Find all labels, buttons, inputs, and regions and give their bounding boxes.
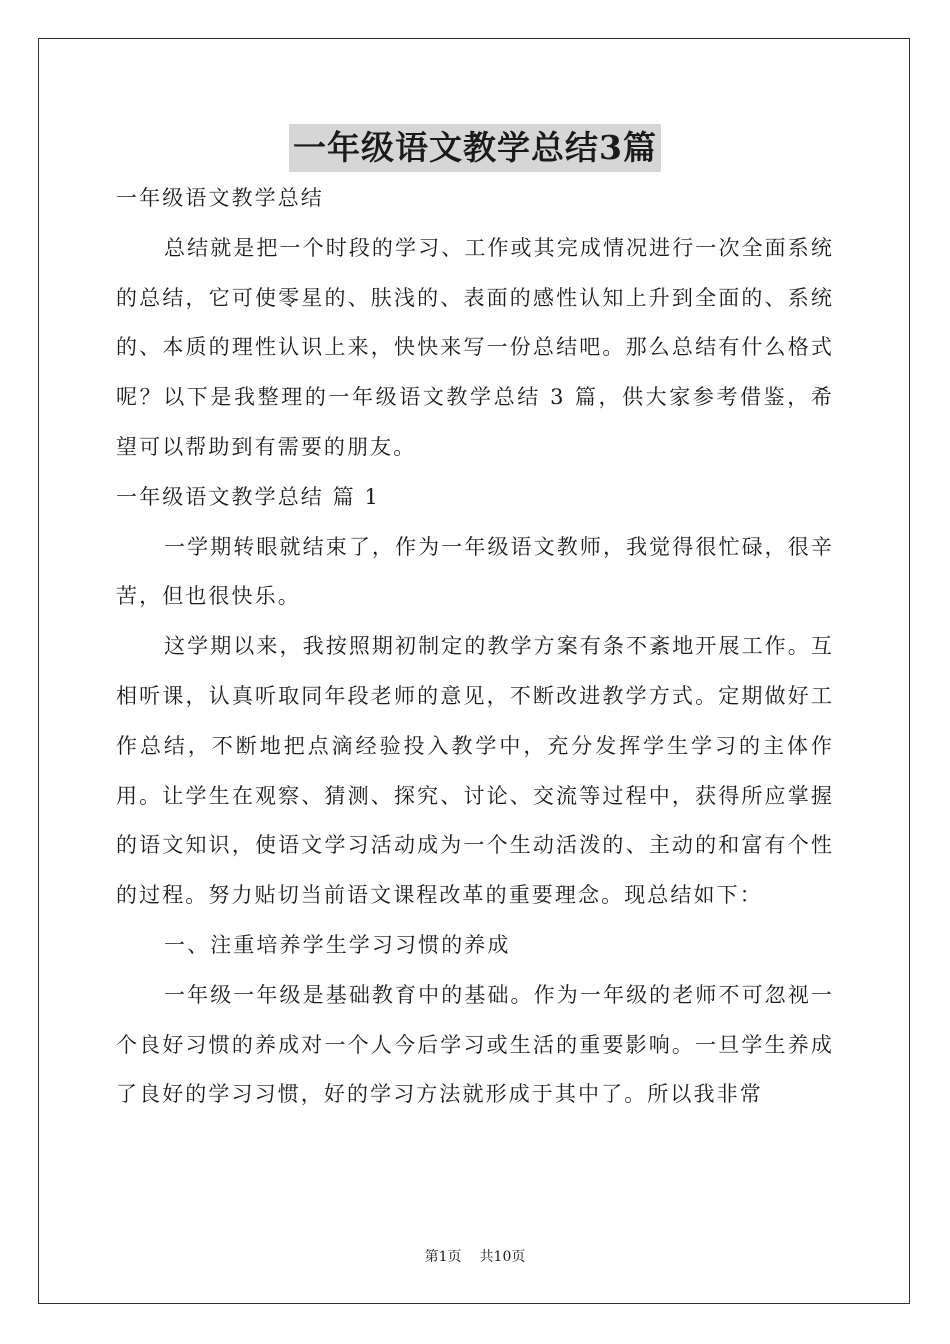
paragraph: 一年级一年级是基础教育中的基础。作为一年级的老师不可忽视一个良好习惯的养成对一个人今后学习或生活的重要影响。一旦学生养成了良好的学习习惯，好的学习方法就形成于其中了。所以我非常 [116,982,834,1107]
title-container [0,124,950,172]
page-total: 共10页 [479,1249,526,1265]
page-footer [0,1246,950,1266]
document-title: 一年级语文教学总结3篇 [289,124,661,172]
document-body [116,174,834,1120]
section-heading: 一年级语文教学总结 [116,186,324,210]
page-number: 第1页 [424,1249,462,1265]
paragraph: 这学期以来，我按照期初制定的教学方案有条不紊地开展工作。互相听课，认真听取同年段老师的意见，不断改进教学方式。定期做好工作总结，不断地把点滴经验投入教学中，充分发挥学生学习的主体作用。让学生在观察、猜测、探究、讨论、交流等过程中，获得所应掌握的语文知识，使语文学习活动成为一个生动活泼的、主动的和富有个性的过程。努力贴切当前语文课程改革的重要理念。现总结如下： [116,634,834,908]
subheading: 一、注重培养学生学习习惯的养成 [164,932,511,957]
paragraph-intro: 总结就是把一个时段的学习、工作或其完成情况进行一次全面系统的总结，它可使零星的、肤浅的、表面的感性认知上升到全面的、系统的、本质的理性认识上来，快快来写一份总结吧。那么总结有什么格式呢？以下是我整理的一年级语文教学总结 3 篇，供大家参考借鉴，希望可以帮助到有需要的朋友。 [116,235,834,459]
section-heading-part1: 一年级语文教学总结 篇 1 [116,484,381,509]
paragraph: 一学期转眼就结束了，作为一年级语文教师，我觉得很忙碌，很辛苦，但也很快乐。 [116,534,834,609]
